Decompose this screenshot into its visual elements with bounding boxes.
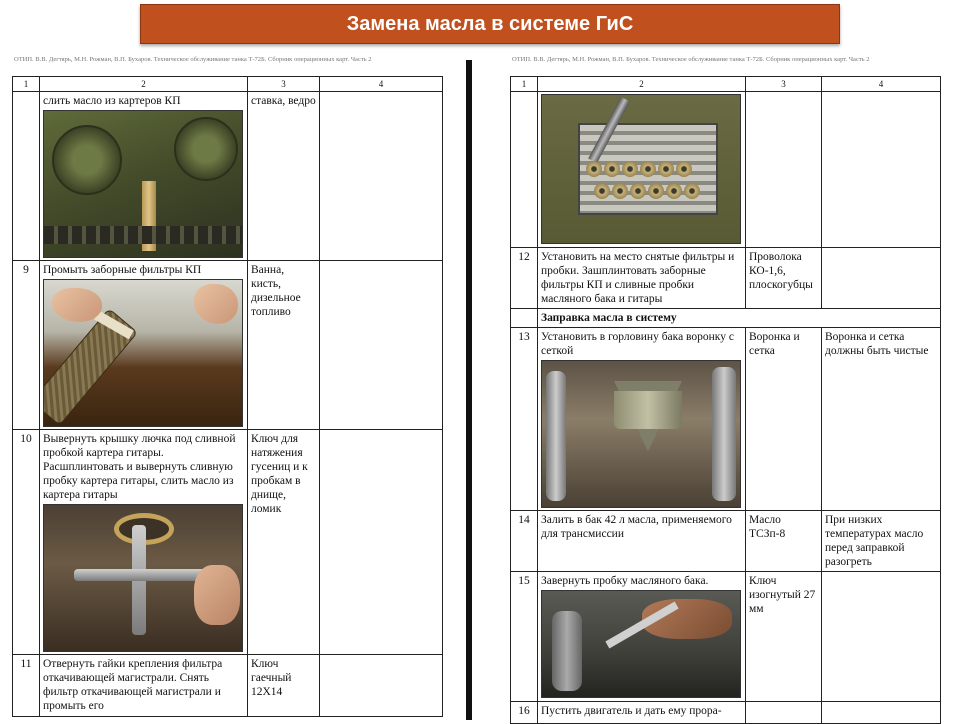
step-note [320,655,443,717]
section-heading: Заправка масла в систему [538,309,941,328]
step-operation: Залить в бак 42 л масла, применяемого для трансмиссии [538,511,746,572]
step-operation: Отвернуть гайки крепления фильтра откачивающей магистрали. Снять фильтр откачивающей магистрали и промыть его [40,655,248,717]
step-number: 12 [511,248,538,309]
column-number-row [13,77,443,92]
step-note [822,248,941,309]
step-operation [538,92,746,248]
operation-text: слить масло из картеров КП [43,95,181,107]
step-note [320,261,443,430]
right-operations-table [510,76,941,724]
table-row [511,572,941,702]
step-tools [746,92,822,248]
step-operation: Пустить двигатель и дать ему прора- [538,702,746,724]
tank-gearbox-drain-photo [43,110,243,258]
step-tools: Ключ для натяжения гусениц и к пробкам в днище, ломик [248,430,320,655]
step-operation: Установить на место снятые фильтры и пробки. Зашплинтовать заборные фильтры КП и сливные пробки масляного бака и гитары [538,248,746,309]
left-document-header: ОТИП. В.В. Дегтярь, М.Н. Рожман, В.П. Бухаров. Техническое обслуживание танка Т-72Б. Сборник операционных карт. Часть 2 [14,56,372,63]
step-operation [40,261,248,430]
step-tools: Ключ гаечный 12Х14 [248,655,320,717]
slide-title-banner [140,4,840,44]
step-number: 11 [13,655,40,717]
step-number: 10 [13,430,40,655]
operation-text: Завернуть пробку масляного бака. [541,575,709,587]
step-tools: Проволока КО-1,6, плоскогубцы [746,248,822,309]
table-row [511,511,941,572]
step-operation [40,430,248,655]
left-operations-table [12,76,443,717]
table-row [13,261,443,430]
slide-title: Замена масла в системе ГиС [346,13,634,35]
step-note [822,92,941,248]
step-number: 15 [511,572,538,702]
step-tools: ставка, ведро [248,92,320,261]
step-operation [40,92,248,261]
table-row [511,248,941,309]
step-number: 9 [13,261,40,430]
table-row [511,328,941,511]
step-operation [538,328,746,511]
drain-plug-wrench-photo [43,504,243,652]
step-note [320,92,443,261]
step-note [320,430,443,655]
table-row [13,655,443,717]
operation-text: Промыть заборные фильтры КП [43,264,202,276]
section-row [511,309,941,328]
step-number: 13 [511,328,538,511]
step-tools: Воронка и сетка [746,328,822,511]
column-number-row [511,77,941,92]
filter-washing-photo [43,279,243,427]
step-number: 14 [511,511,538,572]
operation-text: Вывернуть крышку лючка под сливной пробкой картера гитары. Расшплинтовать и вывернуть сливную пробку картера гитары, слить масло из картера гитары [43,433,236,501]
step-operation [538,572,746,702]
col-num-1: 1 [13,77,40,92]
step-number [511,92,538,248]
operation-text: Установить в горловину бака воронку с сеткой [541,331,734,357]
table-row [511,702,941,724]
step-tools: Масло ТСЗп-8 [746,511,822,572]
table-row [511,92,941,248]
col-num-4: 4 [822,77,941,92]
col-num-3: 3 [248,77,320,92]
funnel-installed-photo [541,360,741,508]
col-num-2: 2 [40,77,248,92]
step-note [822,702,941,724]
step-tools [746,702,822,724]
step-note: При низких температурах масло перед заправкой разогреть [822,511,941,572]
table-row [13,92,443,261]
col-num-4: 4 [320,77,443,92]
table-row [13,430,443,655]
right-document-header: ОТИП. В.В. Дегтярь, М.Н. Рожман, В.П. Бухаров. Техническое обслуживание танка Т-72Б. Сборник операционных карт. Часть 2 [512,56,870,63]
col-num-3: 3 [746,77,822,92]
step-note: Воронка и сетка должны быть чистые [822,328,941,511]
step-number [13,92,40,261]
step-note [822,572,941,702]
col-num-2: 2 [538,77,746,92]
col-num-1: 1 [511,77,538,92]
filter-discs-photo [541,94,741,244]
page-divider [466,60,472,720]
step-number: 16 [511,702,538,724]
step-tools: Ванна, кисть, дизельное топливо [248,261,320,430]
step-tools: Ключ изогнутый 27 мм [746,572,822,702]
tank-plug-photo [541,590,741,698]
